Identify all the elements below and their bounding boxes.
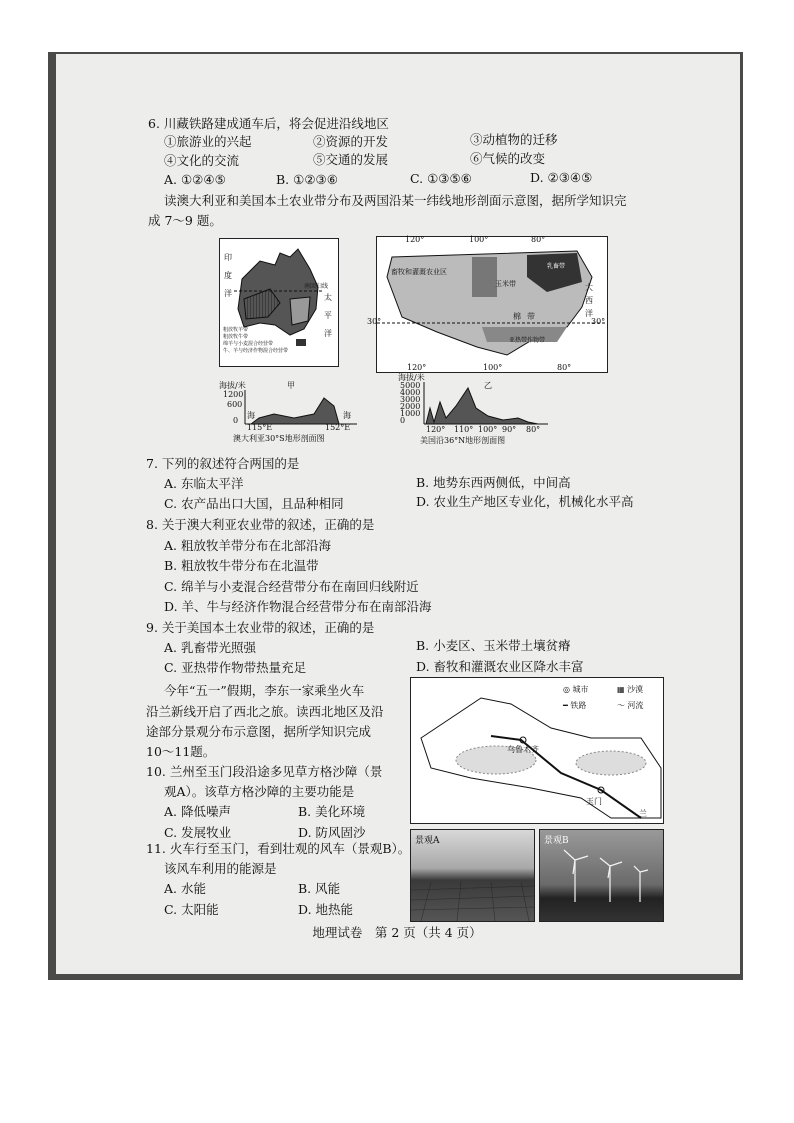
tick-label: 0 — [233, 416, 239, 425]
q11-stem-cont: 该风车利用的能源是 — [164, 861, 277, 876]
lon-label: 80° — [531, 235, 546, 244]
intro-10-11-line2: 沿兰新线开启了西北之旅。读西北地区及沿 — [146, 704, 384, 719]
landscape-a-label: 景观A — [415, 836, 440, 846]
q10-stem: 10. 兰州至玉门段沿途多见草方格沙障（景 — [146, 764, 383, 779]
q8-choice-b: B. 粗放牧牛带分布在北温带 — [164, 558, 319, 573]
tick-label: 1000 — [400, 409, 421, 418]
lon-label: 120° — [407, 363, 427, 372]
sea-label: 海 — [343, 411, 351, 420]
intro-7-9-line2: 成 7～9 题。 — [148, 213, 222, 228]
tick-label: 2000 — [400, 402, 421, 411]
q11-choice-d: D. 地热能 — [298, 902, 354, 917]
q10-choice-d: D. 防风固沙 — [298, 825, 366, 840]
city-label: 乌鲁木齐 — [507, 745, 539, 754]
legend-item: 粗放牧牛带 — [223, 334, 249, 340]
q11-choice-c: C. 太阳能 — [164, 902, 219, 917]
q6-item: ③动植物的迁移 — [470, 132, 558, 147]
ocean-label: 洋 — [585, 309, 593, 318]
tick-label: 4000 — [400, 388, 421, 397]
q7-choice-a: A. 东临太平洋 — [164, 476, 244, 491]
landscape-b-label: 景观B — [544, 836, 569, 846]
legend-desert: 沙漠 — [627, 685, 644, 694]
q6-item: ②资源的开发 — [313, 134, 389, 149]
usa-map-drawing — [377, 237, 607, 372]
axis-unit: 海拔/米 — [398, 373, 425, 382]
lon-label: 110° — [454, 425, 474, 434]
lon-label: 120° — [426, 425, 446, 434]
landscape-b-photo — [539, 829, 664, 922]
q10-choice-b: B. 美化环境 — [298, 804, 366, 819]
q8-choice-d: D. 羊、牛与经济作物混合经营带分布在南部沿海 — [164, 599, 432, 614]
tick-label: 3000 — [400, 395, 421, 404]
q11-choice-a: A. 水能 — [164, 881, 206, 896]
lon-label: 100° — [469, 235, 489, 244]
ocean-label: 洋 — [324, 329, 332, 338]
profile-marker: 甲 — [287, 381, 295, 390]
city-label: 玉门 — [586, 797, 602, 806]
axis-unit: 海拔/米 — [219, 381, 246, 390]
q6-item: ①旅游业的兴起 — [164, 134, 252, 149]
legend-item: 绵羊与小麦混合经营带 — [223, 341, 274, 347]
region-label: 带 — [527, 312, 535, 321]
lon-label: 90° — [502, 425, 517, 434]
city-label: 兰 — [639, 809, 647, 818]
intro-10-11-line4: 10～11题。 — [146, 744, 216, 759]
profile-caption: 美国沿36°N地形剖面图 — [420, 436, 506, 445]
q7-choice-d: D. 农业生产地区专业化，机械化水平高 — [416, 494, 634, 509]
q6-choice-a: A. ①②④⑤ — [164, 172, 226, 187]
ocean-label: 大 — [585, 283, 593, 292]
usa-map — [367, 235, 608, 373]
legend-rail: 铁路 — [570, 701, 587, 710]
q6-item: ⑤交通的发展 — [313, 152, 389, 167]
region-label: 乳畜带 — [547, 263, 566, 270]
q11-choice-b: B. 风能 — [298, 881, 341, 896]
q11-stem: 11. 火车行至玉门，看到壮观的风车（景观B）。 — [146, 841, 411, 856]
q10-choice-c: C. 发展牧业 — [164, 825, 232, 840]
legend-river: 河流 — [627, 701, 644, 710]
profile-marker: 乙 — [484, 381, 492, 390]
q8-choice-a: A. 粗放牧羊带分布在北部沿海 — [164, 538, 331, 553]
usa-profile — [398, 372, 558, 444]
australia-map — [219, 238, 339, 367]
q6-choice-b: B. ①②③⑥ — [276, 172, 338, 187]
q6-stem: 6. 川藏铁路建成通车后，将会促进沿线地区 — [148, 116, 389, 131]
q9-stem: 9. 关于美国本土农业带的叙述，正确的是 — [146, 620, 375, 635]
ocean-label: 洋 — [224, 289, 232, 298]
intro-10-11-line1: 今年“五一”假期，李东一家乘坐火车 — [164, 683, 365, 698]
intro-10-11-line3: 途部分景观分布示意图，据所学知识完成 — [146, 724, 372, 739]
tick-label: 0 — [400, 416, 406, 425]
lat-label: 30° — [367, 317, 382, 326]
lon-label: 120° — [405, 235, 425, 244]
tropic-label: 南回归线 — [304, 283, 329, 290]
q10-choice-a: A. 降低噪声 — [164, 804, 231, 819]
q9-choice-d: D. 畜牧和灌溉农业区降水丰富 — [416, 659, 584, 674]
intro-7-9-line1: 读澳大利亚和美国本土农业带分布及两国沿某一纬线地形剖面示意图，据所学知识完 — [164, 193, 627, 208]
q8-stem: 8. 关于澳大利亚农业带的叙述，正确的是 — [146, 517, 375, 532]
tick-label: 1200 — [223, 390, 244, 399]
lon-label: 80° — [557, 363, 572, 372]
legend-item: 粗放牧羊带 — [223, 327, 249, 333]
lon-label: 100° — [483, 363, 503, 372]
ocean-label: 印 — [224, 253, 232, 262]
profile-caption: 澳大利亚30°S地形剖面图 — [233, 434, 325, 443]
q9-choice-c: C. 亚热带作物带热量充足 — [164, 660, 307, 675]
region-label: 棉 — [513, 312, 521, 321]
region-label: 亚热带作物带 — [509, 337, 546, 344]
q7-choice-c: C. 农产品出口大国，且品种相同 — [164, 496, 344, 511]
tick-label: 600 — [227, 400, 243, 409]
australia-profile — [219, 378, 359, 443]
legend-city: 城市 — [572, 685, 589, 694]
q9-choice-b: B. 小麦区、玉米带土壤贫瘠 — [416, 638, 571, 653]
ocean-label: 太 — [324, 293, 332, 302]
ocean-label: 度 — [224, 271, 232, 280]
q7-choice-b: B. 地势东西两侧低，中间高 — [416, 475, 571, 490]
q8-choice-c: C. 绵羊与小麦混合经营带分布在南回归线附近 — [164, 579, 419, 594]
legend-item: 牛、羊与经济作物混合经营带 — [223, 348, 289, 354]
tick-label: 5000 — [400, 381, 421, 390]
lon-label: 152°E — [325, 423, 351, 432]
q7-stem: 7. 下列的叙述符合两国的是 — [146, 456, 300, 471]
northwest-map: ◎ 城市 ▦ 沙漠 ━ 铁路 ～ 河流 乌鲁木齐 玉门 兰 — [410, 677, 664, 824]
q9-choice-a: A. 乳畜带光照强 — [164, 640, 256, 655]
q6-choice-d: D. ②③④⑤ — [530, 170, 593, 185]
page-footer: 地理试卷 第 2 页（共 4 页） — [312, 925, 482, 940]
ocean-label: 平 — [324, 311, 332, 320]
lat-label: 30° — [591, 317, 606, 326]
landscape-a-photo — [410, 829, 535, 922]
q6-item: ④文化的交流 — [164, 153, 240, 168]
region-label: 畜牧和灌溉农业区 — [391, 268, 447, 276]
lon-label: 115°E — [247, 423, 273, 432]
lon-label: 100° — [478, 425, 498, 434]
q10-stem-cont: 观A）。该草方格沙障的主要功能是 — [164, 784, 355, 799]
q6-choice-c: C. ①③⑤⑥ — [410, 171, 472, 186]
sea-label: 海 — [247, 411, 255, 420]
lon-label: 80° — [526, 425, 541, 434]
ocean-label: 西 — [585, 296, 593, 305]
q6-item: ⑥气候的改变 — [470, 151, 546, 166]
region-label: 玉米带 — [495, 280, 516, 288]
